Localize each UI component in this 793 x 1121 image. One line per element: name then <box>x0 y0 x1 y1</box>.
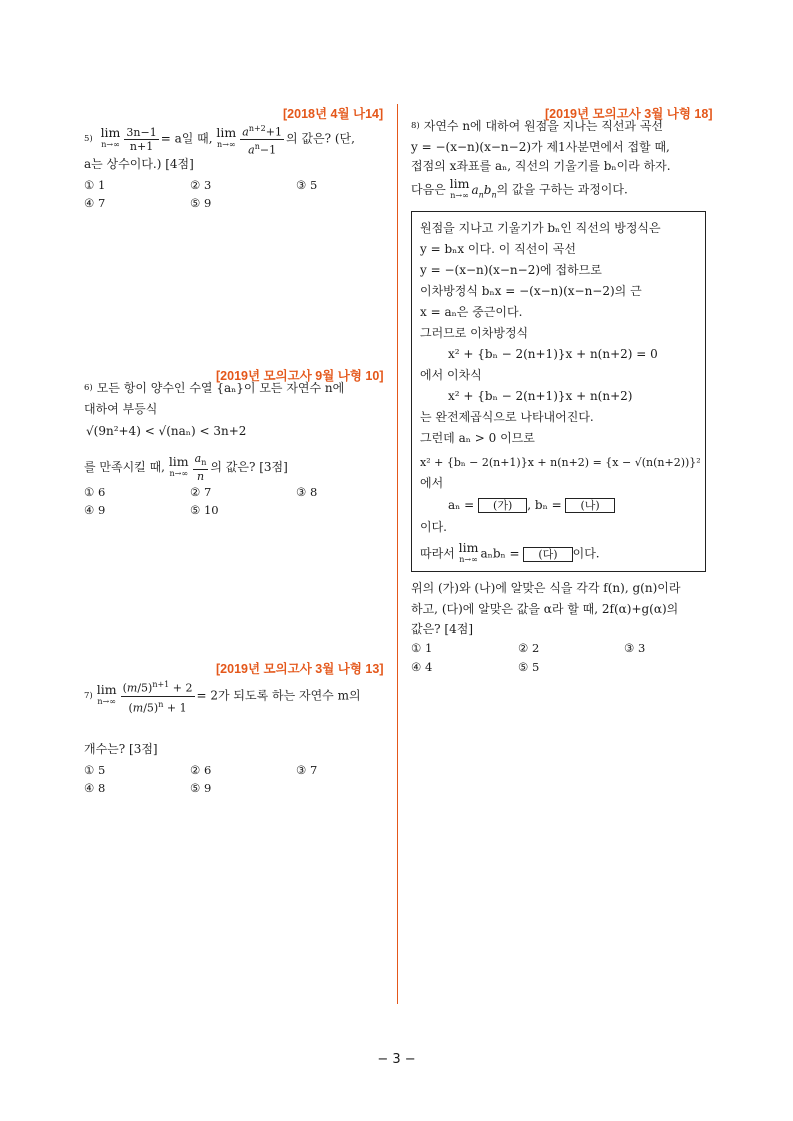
q8-choice-4[interactable]: ④ 4 <box>411 660 433 674</box>
q8-choice-3[interactable]: ③ 3 <box>624 641 646 655</box>
q8-box-line-an-bn: aₙ = (가) , bₙ = (나) <box>448 498 615 513</box>
q7-fraction: $\frac{(m/5)^{n+1} + 2}{(m/5)^n + 1}$ <box>121 677 195 715</box>
q6-stem-line4: 를 만족시킬 때, lim n→∞ $\frac{a_n}{n}$ 의 값은? [3점] <box>84 452 288 484</box>
q6-choice-2[interactable]: ② 7 <box>190 485 212 499</box>
q5-choice-3[interactable]: ③ 5 <box>296 178 318 192</box>
q5-lim-2: lim n→∞ <box>216 125 237 150</box>
q5-choice-2[interactable]: ② 3 <box>190 178 212 192</box>
q6-fraction: $\frac{a_n}{n}$ <box>194 452 207 484</box>
q5-text1: = a일 때, <box>160 131 217 146</box>
q8-box-line-10: 는 완전제곱식으로 나타내어진다. <box>420 410 594 424</box>
q8-stem-line1: 8) 자연수 n에 대하여 원점을 지나는 직선과 곡선 <box>411 119 664 133</box>
q8-box-line-9: x² + {bₙ − 2(n+1)}x + n(n+2) <box>448 389 633 403</box>
q8-stem-line4: 다음은 lim n→∞ $a_nb_n$의 값을 구하는 과정이다. <box>411 176 628 200</box>
q8-source-tag: [2019년 모의고사 3월 나형 18] <box>545 107 713 121</box>
column-divider <box>397 104 398 1004</box>
q6-number: 6) <box>84 383 93 393</box>
q6-inequality: √(9n²+4) < √(naₙ) < 3n+2 <box>86 424 247 438</box>
q8-after-line-3: 값은? [4점] <box>411 622 474 636</box>
q8-box-line-4: 이차방정식 bₙx = −(x−n)(x−n−2)의 근 <box>420 284 642 298</box>
page-number: − 3 − <box>377 1052 416 1067</box>
q8-blank-na: (나) <box>565 498 614 513</box>
q8-number: 8) <box>411 121 420 131</box>
q7-choice-3[interactable]: ③ 7 <box>296 763 318 777</box>
q6-choice-4[interactable]: ④ 9 <box>84 503 106 517</box>
q7-stem-line1: 7) lim n→∞ $\frac{(m/5)^{n+1} + 2}{(m/5)^n + 1}$ = 2가 되도록 하는 자연수 m의 <box>84 677 361 737</box>
q7-source-tag: [2019년 모의고사 3월 나형 13] <box>216 662 384 676</box>
q6-choice-1[interactable]: ① 6 <box>84 485 106 499</box>
q5-fraction-2: $\frac{a^{n+2}+1}{a^n-1}$ <box>242 124 282 157</box>
q7-choice-5[interactable]: ⑤ 9 <box>190 781 212 795</box>
q8-lim-box: lim n→∞ <box>458 540 479 564</box>
q8-box-line-3: y = −(x−n)(x−n−2)에 접하므로 <box>420 263 602 277</box>
q5-choice-4[interactable]: ④ 7 <box>84 196 106 210</box>
q6-stem-line2: 대하여 부등식 <box>84 402 158 416</box>
q5-lim-1: lim n→∞ <box>100 125 121 150</box>
q7-choice-1[interactable]: ① 5 <box>84 763 106 777</box>
q5-choice-1[interactable]: ① 1 <box>84 178 106 192</box>
q5-choice-5[interactable]: ⑤ 9 <box>190 196 212 210</box>
q8-lim-stem: lim n→∞ <box>449 176 470 200</box>
q8-box-line-14: 이다. <box>420 520 447 534</box>
q8-stem-line3: 접점의 x좌표를 aₙ, 직선의 기울기를 bₙ이라 하자. <box>411 159 671 173</box>
q5-text2: 의 값은? (단, <box>285 131 355 146</box>
q8-blank-da: (다) <box>523 547 572 562</box>
q5-fraction-1: $\frac{3n-1}{n+1}$ <box>126 125 157 153</box>
q8-box-line-5: x = aₙ은 중근이다. <box>420 305 523 319</box>
q8-blank-ga: (가) <box>478 498 527 513</box>
q8-box-line-15: 따라서 lim n→∞ aₙbₙ = (다) 이다. <box>420 540 600 564</box>
q8-stem-line2: y = −(x−n)(x−n−2)가 제1사분면에서 접할 때, <box>411 140 670 154</box>
q8-box-line-2: y = bₙx 이다. 이 직선이 곡선 <box>420 242 576 256</box>
q8-box-line-8: 에서 이차식 <box>420 368 482 382</box>
q8-choice-1[interactable]: ① 1 <box>411 641 433 655</box>
q7-number: 7) <box>84 690 93 701</box>
q8-box-line-11: 그런데 aₙ > 0 이므로 <box>420 431 535 445</box>
q7-stem-line2: 개수는? [3점] <box>84 742 158 756</box>
q6-choice-3[interactable]: ③ 8 <box>296 485 318 499</box>
q5-source-tag: [2018년 4월 나14] <box>283 107 384 121</box>
q8-box-line-6: 그러므로 이차방정식 <box>420 326 529 340</box>
q8-box-line-1: 원점을 지나고 기울기가 bₙ인 직선의 방정식은 <box>420 221 661 235</box>
q5-number: 5) <box>84 133 93 144</box>
q6-choice-5[interactable]: ⑤ 10 <box>190 503 219 517</box>
q5-stem-line2: a는 상수이다.) [4점] <box>84 157 194 171</box>
q6-stem-line1: 6) 모든 항이 양수인 수열 {aₙ}이 모든 자연수 n에 <box>84 381 345 395</box>
q5-stem-line1 <box>84 122 355 156</box>
q6-source-tag: [2019년 모의고사 9월 나형 10] <box>216 369 384 383</box>
q7-choice-4[interactable]: ④ 8 <box>84 781 106 795</box>
q8-box-line-12: x² + {bₙ − 2(n+1)}x + n(n+2) = {x − √(n(n+2))}² <box>420 456 701 469</box>
q7-choice-2[interactable]: ② 6 <box>190 763 212 777</box>
q8-choice-2[interactable]: ② 2 <box>518 641 540 655</box>
q7-lim: lim n→∞ <box>96 682 117 707</box>
q8-choice-5[interactable]: ⑤ 5 <box>518 660 540 674</box>
q8-after-line-1: 위의 (가)와 (나)에 알맞은 식을 각각 f(n), g(n)이라 <box>411 581 681 595</box>
q8-box-line-7: x² + {bₙ − 2(n+1)}x + n(n+2) = 0 <box>448 347 658 361</box>
q8-after-line-2: 하고, (다)에 알맞은 값을 α라 할 때, 2f(α)+g(α)의 <box>411 602 679 616</box>
q6-lim: lim n→∞ <box>168 453 189 478</box>
q8-box-line-13: 에서 <box>420 476 444 490</box>
